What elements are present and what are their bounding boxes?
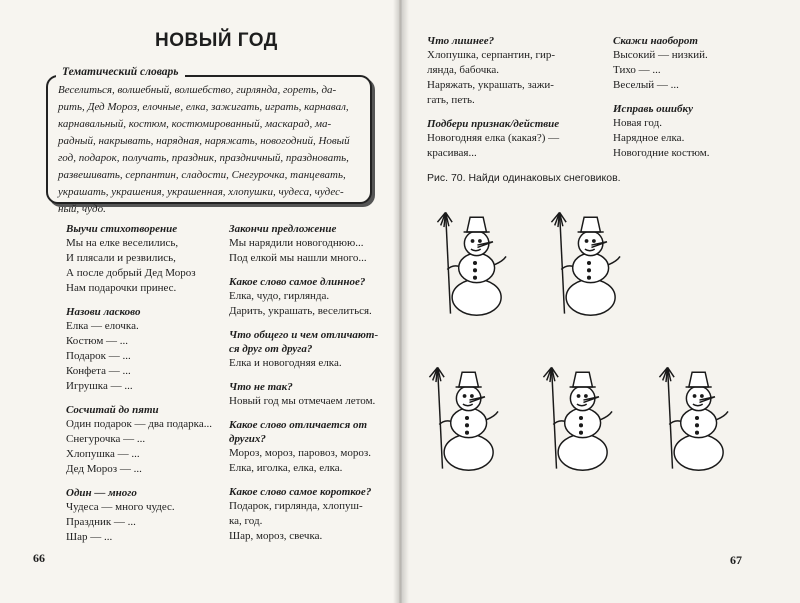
exercise-heading: других? [229,433,266,445]
exercise-line: Шар, мороз, свечка. [229,530,323,542]
exercise-line: Высокий — низкий. [613,49,708,61]
exercise-heading: Какое слово самое короткое? [229,486,372,498]
exercise-heading: Какое слово самое длинное? [229,276,366,288]
vocabulary-line: украшать, украшения, украшенная, хлопушки, чудеса, чудес- [58,186,344,198]
exercise-heading: Подбери признак/действие [427,118,560,130]
exercise-line: Веселый — ... [613,79,679,91]
vocabulary-line: карнавальный, костюм, костюмированный, маскарад, ма- [58,118,332,130]
snowman-icon [648,348,746,488]
exercise-line: Новогодняя елка (какая?) — [427,132,560,144]
page-number-left: 66 [33,551,45,565]
exercise-line: Праздник — ... [66,516,136,528]
exercise-line: ка, год. [229,515,263,527]
left-column-1 [66,222,231,545]
exercise-line: Снегурочка — ... [66,433,146,445]
exercise-line: красивая... [427,147,477,159]
exercise-heading: Выучи стихотворение [66,223,178,235]
exercise-line: Хлопушка, серпантин, гир- [427,49,556,61]
exercise-line: Чудеса — много чудес. [66,501,175,513]
vocabulary-line: год, подарок, получать, праздник, праздничный, праздновать, [58,152,349,164]
exercise-line: Дед Мороз — ... [66,463,142,475]
exercise-line: А после добрый Дед Мороз [66,267,196,279]
exercise-line: Конфета — ... [66,365,131,377]
exercise-heading: Что лишнее? [427,35,495,47]
exercise-line: лянда, бабочка. [427,64,500,76]
vocabulary-line: радный, накрывать, нарядная, наряжать, новогодний, Новый [58,135,350,147]
exercise-line: Дарить, украшать, веселиться. [229,305,372,317]
exercise-heading: Назови ласково [66,306,141,318]
vocabulary-line: Веселиться, волшебный, волшебство, гирлянда, гореть, да- [58,84,337,96]
vocabulary-text [58,82,362,218]
exercise-line: Тихо — ... [613,64,661,76]
snowman-icon [532,348,630,488]
exercise-line: Елка, чудо, гирлянда. [229,290,330,302]
snowman-icon [418,348,516,488]
exercise-heading: Какое слово отличается от [229,419,368,431]
vocabulary-line: ный, чудо. [58,203,106,215]
exercise-line: Мы нарядили новогоднюю... [229,237,364,249]
exercise-heading: Сосчитай до пяти [66,404,159,416]
exercise-line: Мы на елке веселились, [66,237,179,249]
snowman-icon [540,194,638,332]
vocabulary-line: развешивать, серпантин, сладости, Снегурочка, танцевать, [58,169,346,181]
exercise-line: Новая год. [613,117,662,129]
exercise-line: Костюм — ... [66,335,129,347]
exercise-line: Новогодние костюм. [613,147,710,159]
vocabulary-label: Тематический словарь [56,66,185,78]
exercise-line: Елка, иголка, елка, елка. [229,462,343,474]
exercise-line: гать, петь. [427,94,475,106]
page-title: НОВЫЙ ГОД [155,30,278,51]
snowman-icon [426,194,524,332]
vocabulary-line: рить, Дед Мороз, елочные, елка, зажигать, играть, карнавал, [58,101,349,113]
exercise-line: Один подарок — два подарка... [66,418,212,430]
exercise-line: Нам подарочки принес. [66,282,177,294]
exercise-line: Нарядное елка. [613,132,685,144]
exercise-line: И плясали и резвились, [66,252,176,264]
left-column-2 [229,222,394,544]
figure-caption: Рис. 70. Найди одинаковых снеговиков. [427,172,621,184]
exercise-heading: Один — много [66,487,137,499]
right-column-2 [613,34,778,161]
exercise-line: Шар — ... [66,531,113,543]
right-column-1 [427,34,592,161]
exercise-heading: Что не так? [229,381,293,393]
exercise-heading: Закончи предложение [229,223,337,235]
page-number-right: 67 [730,553,742,567]
exercise-heading: Что общего и чем отличают- [229,329,379,341]
book-gutter [393,0,409,603]
exercise-line: Подарок, гирлянда, хлопуш- [229,500,363,512]
exercise-line: Елка и новогодняя елка. [229,357,342,369]
exercise-line: Игрушка — ... [66,380,133,392]
exercise-heading: ся друг от друга? [229,343,313,355]
exercise-line: Подарок — ... [66,350,131,362]
exercise-line: Елка — елочка. [66,320,139,332]
exercise-heading: Скажи наоборот [613,35,698,47]
exercise-line: Наряжать, украшать, зажи- [427,79,554,91]
exercise-line: Новый год мы отмечаем летом. [229,395,376,407]
exercise-line: Под елкой мы нашли много... [229,252,367,264]
exercise-line: Хлопушка — ... [66,448,140,460]
exercise-heading: Исправь ошибку [613,103,693,115]
exercise-line: Мороз, мороз, паровоз, мороз. [229,447,371,459]
